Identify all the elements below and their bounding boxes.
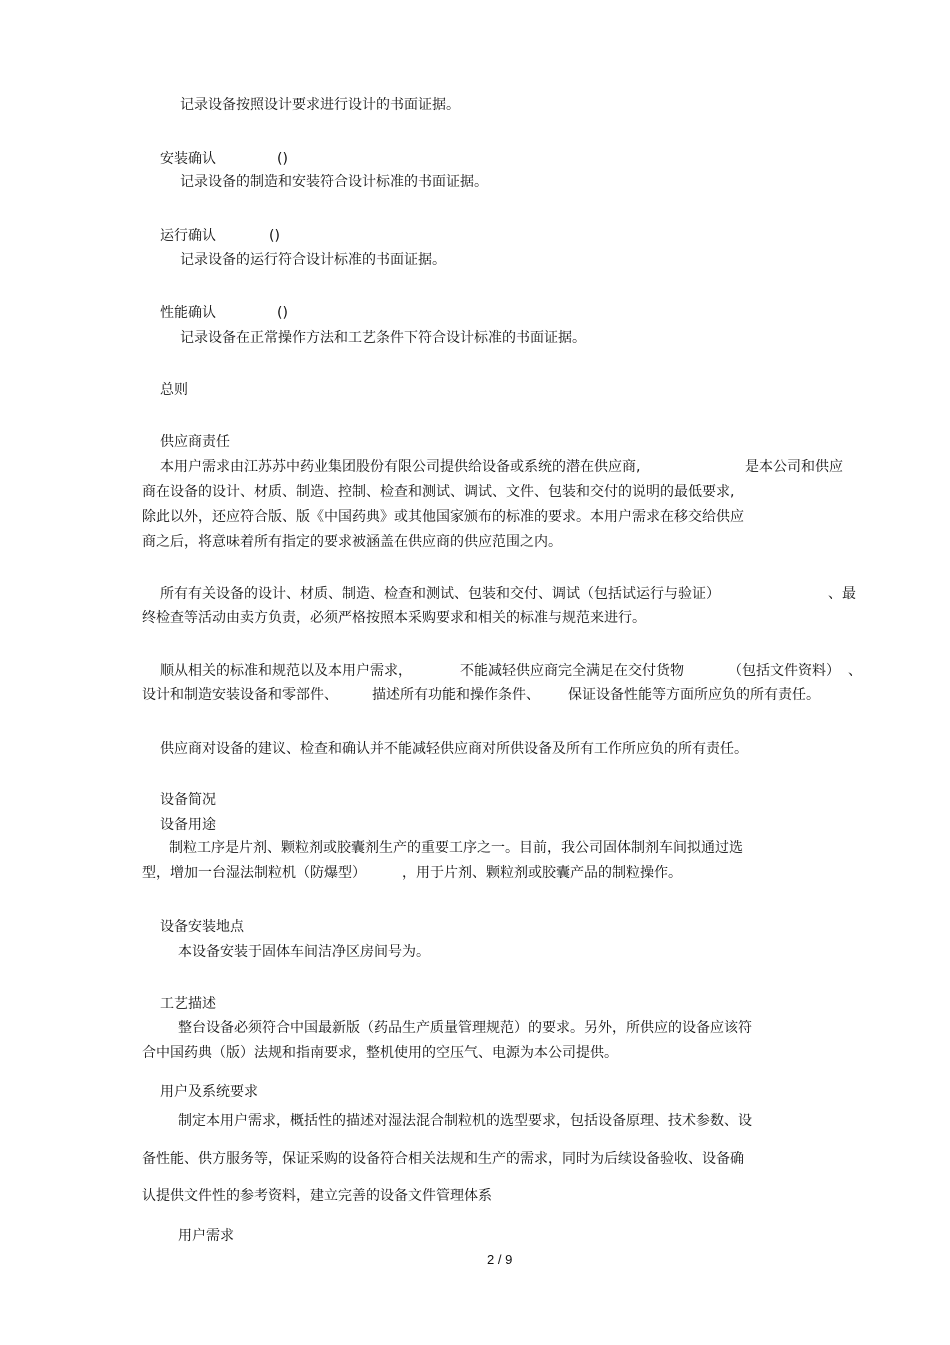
text-line: 除此以外，还应符合版、版《中国药典》或其他国家颁布的标准的要求。本用户需求在移交给供应	[142, 509, 744, 525]
section-heading: 总则	[160, 382, 188, 398]
text-line: 所有有关设备的设计、材质、制造、检查和测试、包装和交付、调试（包括试运行与验证）	[160, 586, 720, 602]
page-number: 2 / 9	[487, 1252, 513, 1267]
text-line: 制定本用户需求，概括性的描述对湿法混合制粒机的选型要求，包括设备原理、技术参数、设	[178, 1113, 752, 1129]
text-line: （包括文件资料）	[728, 663, 840, 679]
text-line: 商之后，将意味着所有指定的要求被涵盖在供应商的供应范围之内。	[142, 534, 562, 550]
section-heading: 运行确认	[160, 228, 216, 244]
text-line: 、最	[828, 586, 856, 602]
text-line: 型，增加一台湿法制粒机（防爆型）	[142, 865, 366, 881]
text-line: 顺从相关的标准和规范以及本用户需求，	[160, 663, 412, 679]
text-line: 、	[848, 663, 862, 679]
text-line: 制粒工序是片剂、颗粒剂或胶囊剂生产的重要工序之一。目前，我公司固体制剂车间拟通过选	[169, 840, 743, 856]
text-line: 设计和制造安装设备和零部件、	[142, 687, 338, 703]
section-heading: 设备用途	[160, 817, 216, 833]
text-line: 本设备安装于固体车间洁净区房间号为。	[178, 944, 430, 960]
section-heading: 设备安装地点	[160, 919, 244, 935]
text-line: 供应商对设备的建议、检查和确认并不能减轻供应商对所供设备及所有工作所应负的所有责任。	[160, 741, 748, 757]
text-line: ，用于片剂、颗粒剂或胶囊产品的制粒操作。	[402, 865, 682, 881]
text-line: 记录设备的制造和安装符合设计标准的书面证据。	[180, 174, 488, 190]
text-line: 记录设备的运行符合设计标准的书面证据。	[180, 252, 446, 268]
section-heading: 性能确认	[160, 305, 216, 321]
section-heading: 用户及系统要求	[160, 1084, 258, 1100]
text-line: 终检查等活动由卖方负责，必须严格按照本采购要求和相关的标准与规范来进行。	[142, 610, 646, 626]
section-heading: 用户需求	[178, 1228, 234, 1244]
text-line: ()	[277, 151, 288, 167]
text-line: 本用户需求由江苏苏中药业集团股份有限公司提供给设备或系统的潜在供应商,	[160, 459, 641, 475]
section-heading: 安装确认	[160, 151, 216, 167]
text-line: 描述所有功能和操作条件、	[372, 687, 540, 703]
text-line: 认提供文件性的参考资料，建立完善的设备文件管理体系	[142, 1188, 492, 1204]
text-line: 记录设备按照设计要求进行设计的书面证据。	[180, 97, 460, 113]
text-line: 不能减轻供应商完全满足在交付货物	[460, 663, 684, 679]
text-line: 保证设备性能等方面所应负的所有责任。	[568, 687, 820, 703]
text-line: 备性能、供方服务等，保证采购的设备符合相关法规和生产的需求，同时为后续设备验收、设备确	[142, 1151, 744, 1167]
text-line: 商在设备的设计、材质、制造、控制、检查和测试、调试、文件、包装和交付的说明的最低要求,	[142, 484, 735, 500]
text-line: 合中国药典（版）法规和指南要求，整机使用的空压气、电源为本公司提供。	[142, 1045, 618, 1061]
text-line: ()	[277, 305, 288, 321]
section-heading: 工艺描述	[160, 996, 216, 1012]
text-line: ()	[269, 228, 280, 244]
text-line: 是本公司和供应	[745, 459, 843, 475]
text-line: 整台设备必须符合中国最新版（药品生产质量管理规范）的要求。另外，所供应的设备应该符	[178, 1020, 752, 1036]
text-line: 记录设备在正常操作方法和工艺条件下符合设计标准的书面证据。	[180, 330, 586, 346]
section-heading: 供应商责任	[160, 434, 230, 450]
section-heading: 设备简况	[160, 792, 216, 808]
